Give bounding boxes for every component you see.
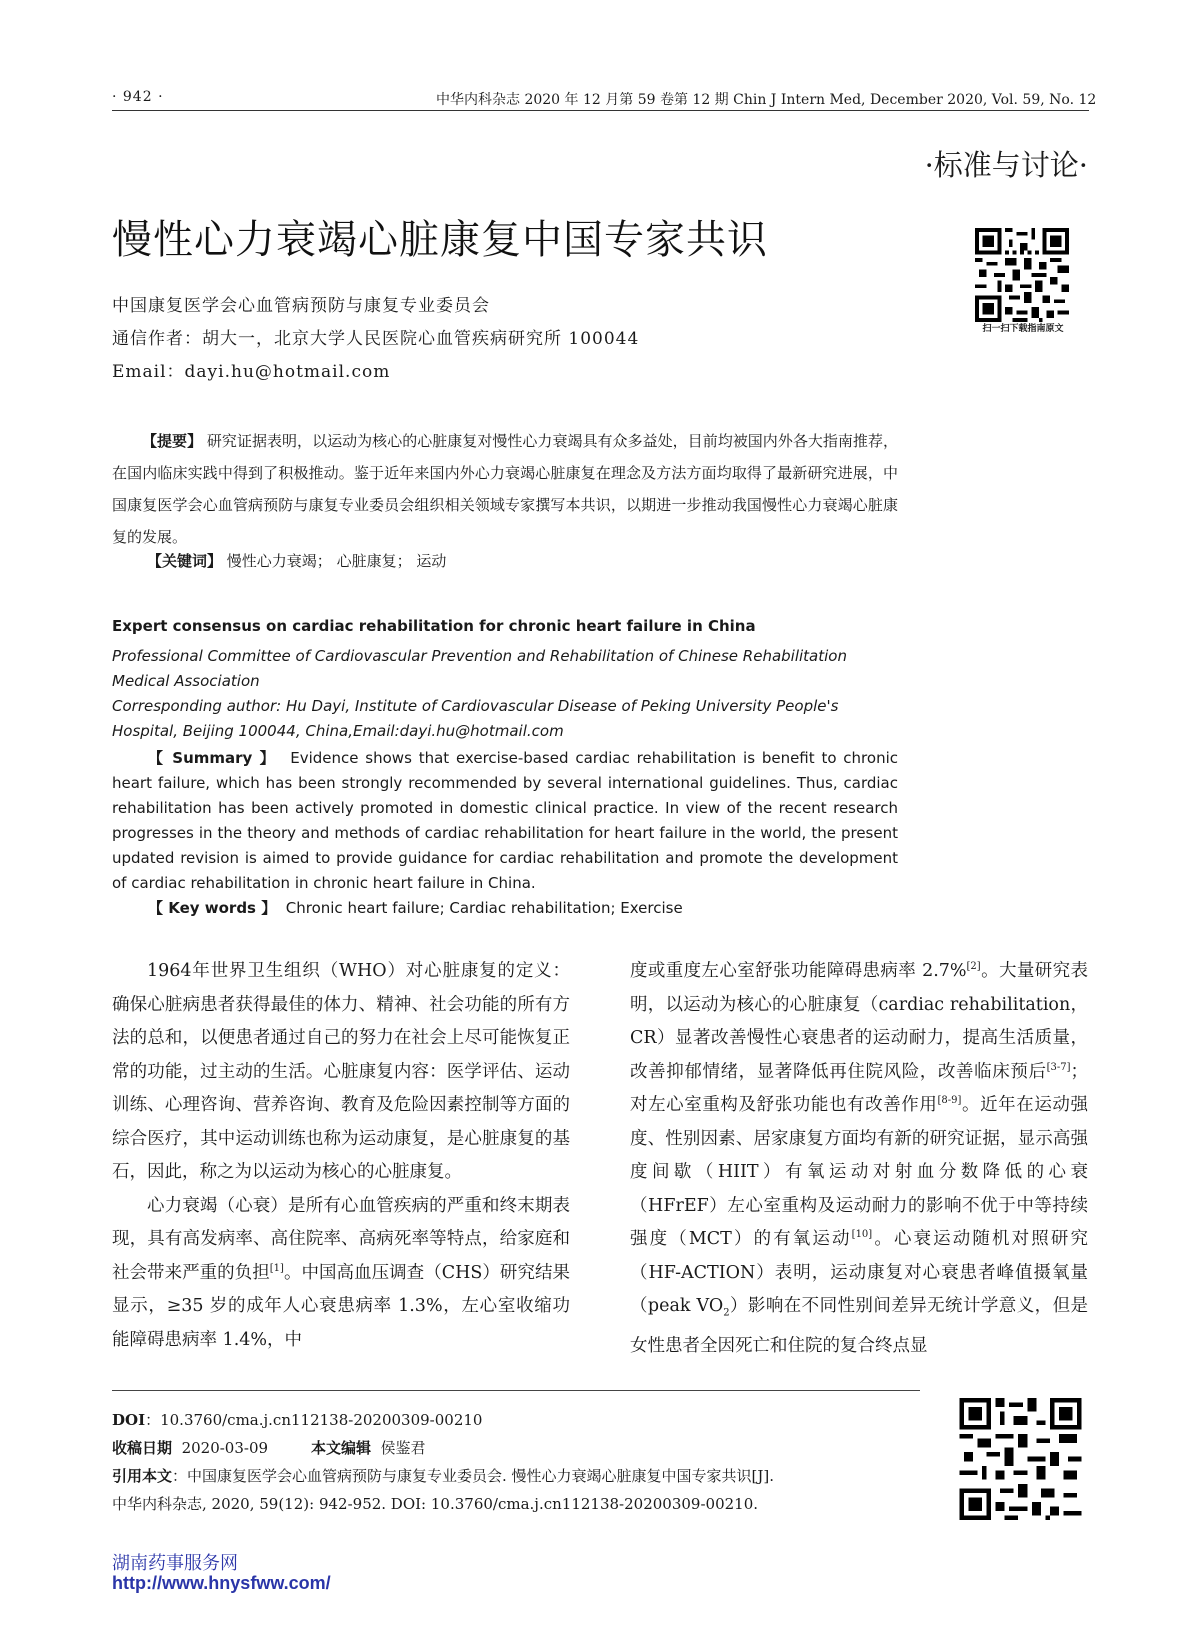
source-url-link[interactable]: http://www.hnysfww.com/ (112, 1573, 331, 1593)
received-label: 收稿日期 (112, 1439, 173, 1457)
author-email[interactable]: Email：dayi.hu@hotmail.com (112, 362, 391, 382)
body-text: 。近年在运动强度、性别因素、居家康复方面均有新的研究证据，显示高强度间歇（HIIT）有氧运动对射血分数降低的心衰（HFrEF）左心室重构及运动耐力的影响不优于中等持续强度（MCT）的有氧运动 (630, 1095, 1089, 1249)
received-date: 2020-03-09 (181, 1439, 269, 1457)
citation-ref[interactable]: [1] (269, 1262, 284, 1274)
body-paragraph (112, 1190, 570, 1358)
received-line (112, 1437, 426, 1458)
footer-rule (112, 1390, 920, 1391)
body-text: 。大量研究表明，以运动为核心的心脏康复（cardiac rehabilitation，CR）显著改善慢性心衰患者的运动耐力，提高生活质量，改善抑郁情绪，显著降低再住院风险，改善临床预后 (630, 961, 1088, 1082)
keywords-cn-label: 【关键词】 (147, 552, 223, 570)
citation-ref[interactable]: [10] (851, 1229, 873, 1241)
body-paragraph: 1964年世界卫生组织（WHO）对心脏康复的定义：确保心脏病患者获得最佳的体力、精神、社会功能的所有方法的总和，以便患者通过自己的努力在社会上尽可能恢复正常的功能，过主动的生活。心脏康复内容：医学评估、运动训练、心理咨询、营养咨询、教育及危险因素控制等方面的综合医疗，其中运动训练也称为运动康复，是心脏康复的基石，因此，称之为以运动为核心的心脏康复。 (112, 961, 570, 1182)
body-paragraph (630, 955, 1088, 1364)
abstract-cn-text: 研究证据表明，以运动为核心的心脏康复对慢性心力衰竭具有众多益处，目前均被国内外各大指南推荐，在国内临床实践中得到了积极推动。鉴于近年来国内外心力衰竭心脏康复在理念及方法方面均取得了最新研究进展，中国康复医学会心血管病预防与康复专业委员会组织相关领域专家撰写本共识，以期进一步推动我国慢性心力衰竭心脏康复的发展。 (112, 432, 898, 546)
english-summary-label: 【 Summary 】 (148, 749, 277, 767)
citation-ref[interactable]: [3-7] (1046, 1061, 1071, 1073)
subscript: 2 (723, 1307, 730, 1319)
column-name: ·标准与讨论· (924, 148, 1088, 182)
editor-label: 本文编辑 (310, 1439, 371, 1457)
qr-code-icon[interactable] (975, 228, 1069, 322)
english-title: Expert consensus on cardiac rehabilitation for chronic heart failure in China (112, 617, 756, 635)
body-text: 。中国高血压调查（CHS）研究结果显示，≥35 岁的成年人心衰患病率 1.3%，左心室收缩功能障碍患病率 1.4%，中 (112, 1262, 571, 1350)
body-text: ；对左心室重构及舒张功能也有改善作用 (630, 1061, 1088, 1115)
article-title: 慢性心力衰竭心脏康复中国专家共识 (112, 217, 768, 263)
cite-line-2: 中华内科杂志, 2020, 59(12): 942-952. DOI: 10.3760/cma.j.cn112138-20200309-00210. (112, 1495, 759, 1513)
cite-label: 引用本文 (112, 1467, 173, 1485)
doi-label: DOI (112, 1411, 146, 1429)
doi-line (112, 1409, 482, 1430)
header-rule (112, 110, 1089, 111)
editor-name: 侯鉴君 (380, 1439, 426, 1457)
body-text: 。心衰运动随机对照研究（HF-ACTION）表明，运动康复对心衰患者峰值摄氧量（peak VO (630, 1229, 1089, 1316)
keywords-cn (147, 550, 446, 571)
cite-text: ：中国康复医学会心血管病预防与康复专业委员会. 慢性心力衰竭心脏康复中国专家共识[J]. (172, 1467, 775, 1485)
author-org: 中国康复医学会心血管病预防与康复专业委员会 (112, 296, 490, 316)
english-keywords (148, 897, 683, 918)
qr-caption: 扫一扫下载指南原文 (982, 324, 1064, 334)
cite-line (112, 1465, 774, 1486)
abstract-cn (112, 425, 898, 553)
body-text: 度或重度左心室舒张功能障碍患病率 2.7% (630, 961, 967, 981)
source-site-name: 湖南药事服务网 (112, 1553, 238, 1573)
journal-header: 中华内科杂志 2020 年 12 月第 59 卷第 12 期 Chin J Intern Med, December 2020, Vol. 59, No. 12 (436, 92, 1097, 108)
english-corresponding: Corresponding author: Hu Dayi, Institute of Cardiovascular Disease of Peking University People's Hospital, Beijing 100044, China,Email:dayi.hu@hotmail.com (112, 697, 839, 740)
corresponding-author: 通信作者：胡大一，北京大学人民医院心血管疾病研究所 100044 (112, 329, 640, 349)
english-summary (112, 746, 898, 896)
citation-ref[interactable]: [8-9] (937, 1095, 962, 1107)
english-affiliation (112, 644, 898, 744)
page-number: · 942 · (112, 89, 164, 105)
english-keywords-label: 【 Key words 】 (148, 899, 277, 917)
qr-code-icon[interactable] (955, 1392, 1086, 1526)
keywords-cn-items: 慢性心力衰竭； 心脏康复； 运动 (226, 552, 447, 570)
english-summary-text: Evidence shows that exercise-based cardiac rehabilitation is benefit to chronic heart failure, which has been strongly recommended by several international guidelines. Thus, cardiac rehabilitation has been actively promoted in domestic clinical practice. In view of the recent research progresses in the theory and methods of cardiac rehabilitation for heart failure in the world, the present updated revision is aimed to provide guidance for cardiac rehabilitation and promote the development of cardiac rehabilitation in chronic heart failure in China. (112, 749, 898, 892)
abstract-cn-label: 【提要】 (142, 432, 203, 450)
doi-value[interactable]: ：10.3760/cma.j.cn112138-20200309-00210 (145, 1411, 483, 1429)
body-text: 心力衰竭（心衰）是所有心血管疾病的严重和终末期表现，具有高发病率、高住院率、高病死率等特点，给家庭和社会带来严重的负担 (112, 1195, 570, 1283)
english-affiliation-text: Professional Committee of Cardiovascular Prevention and Rehabilitation of Chinese Rehabilitation Medical Association (112, 647, 847, 690)
citation-ref[interactable]: [2] (966, 961, 981, 973)
body-column-left (112, 955, 570, 1357)
body-text: ）影响在不同性别间差异无统计学意义，但是女性患者全因死亡和住院的复合终点显 (630, 1296, 1088, 1356)
body-column-right (630, 955, 1088, 1364)
english-keywords-items: Chronic heart failure; Cardiac rehabilitation; Exercise (285, 899, 683, 917)
